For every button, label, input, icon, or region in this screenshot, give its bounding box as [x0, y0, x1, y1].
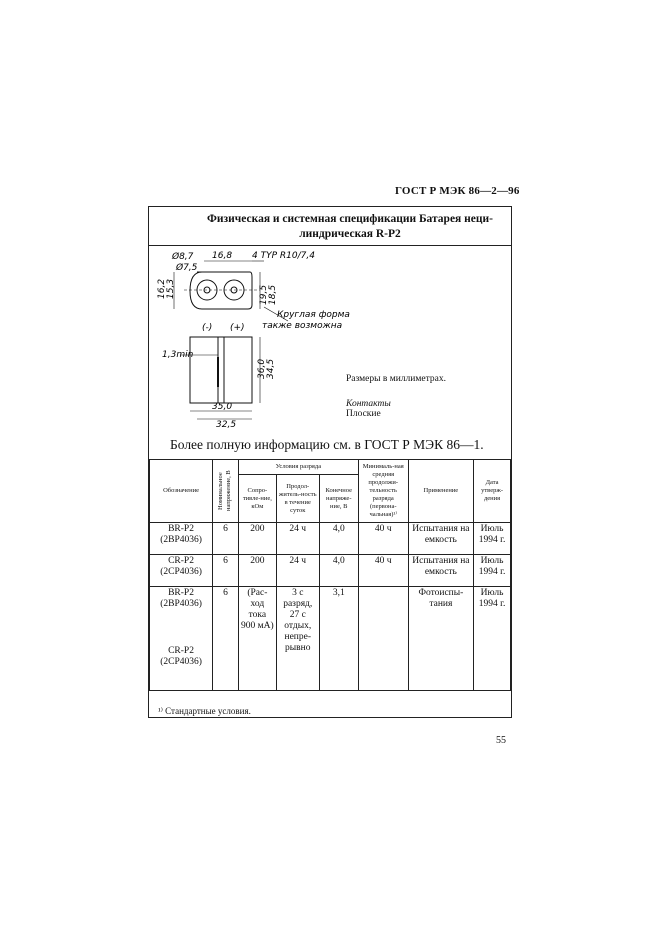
- spec-table: [149, 459, 511, 691]
- dim-side-w1: 35,0: [212, 402, 233, 412]
- side-view-outline: [190, 337, 252, 403]
- terminal-plus: (+): [230, 323, 245, 333]
- terminal-minus: (-): [202, 323, 213, 333]
- document-header: ГОСТ Р МЭК 86—2—96: [395, 185, 520, 197]
- table-header-row: [150, 460, 511, 475]
- dim-d2: Ø7,5: [176, 263, 198, 273]
- dim-h2: 15,3: [166, 278, 176, 299]
- page-number: 55: [496, 735, 506, 746]
- table-row: CR-P2 (2CP4036) 6 200 24 ч 4,0 40 ч Испытания на емкость Июль 1994 г.: [150, 555, 511, 587]
- header-application: Применение: [408, 460, 473, 523]
- battery-drawing: [152, 247, 352, 437]
- note-round-1: Круглая форма: [277, 310, 350, 320]
- title-line-2: линдрическая R-P2: [299, 228, 401, 240]
- header-discharge: Условия разряда: [238, 460, 358, 475]
- dims-note: Размеры в миллиметрах.: [346, 374, 446, 384]
- top-view-outline: [190, 272, 252, 309]
- dim-h1: 16,2: [157, 278, 167, 299]
- header-duration: Продол-житель-ность в течение суток: [276, 475, 319, 523]
- dim-gap: 1,3min: [162, 350, 194, 360]
- dim-typ: 4 TYP R10/7,4: [252, 251, 315, 261]
- dim-w: 16,8: [212, 251, 233, 261]
- contacts-label: Контакты: [346, 399, 391, 409]
- title-line-1: Физическая и системная спецификации Батарея неци-: [207, 213, 493, 225]
- more-info: Более полную информацию см. в ГОСТ Р МЭК 86—1.: [170, 437, 484, 452]
- table-row: BR-P2 (2BP4036) 6 200 24 ч 4,0 40 ч Испытания на емкость Июль 1994 г.: [150, 523, 511, 555]
- header-endvolt: Конечное напряже-ние, В: [319, 475, 358, 523]
- dim-h4: 18,5: [268, 284, 278, 305]
- contacts-value: Плоские: [346, 409, 381, 419]
- dim-side-h2: 34,5: [266, 358, 276, 379]
- note-round-2: также возможна: [262, 321, 343, 331]
- dim-h3: 19,5: [259, 284, 269, 305]
- table-row: BR-P2 (2BP4036) CR-P2 (2CP4036) 6 (Рас-ход тока 900 мА) 3 с разряд, 27 с отдых, непре-рывно 3,1 Фотоиспы-тания Июль 1994 г.: [150, 587, 511, 691]
- header-resistance: Сопро-тивле-ние, кОм: [238, 475, 276, 523]
- spec-title: [190, 212, 510, 242]
- dim-side-h1: 36,0: [257, 358, 267, 379]
- header-designation: Обозначение: [150, 460, 213, 523]
- header-date: Дата утверж-дения: [474, 460, 511, 523]
- header-min-avg: Минималь-ная средняя продолжи-тельность разряда (первона-чальная)¹⁾: [358, 460, 408, 523]
- header-voltage: Номинальное напряжение, В: [213, 460, 239, 523]
- footnote: ¹⁾ Стандартные условия.: [158, 706, 251, 716]
- dim-side-w2: 32,5: [216, 420, 237, 430]
- dim-d1: Ø8,7: [172, 252, 194, 262]
